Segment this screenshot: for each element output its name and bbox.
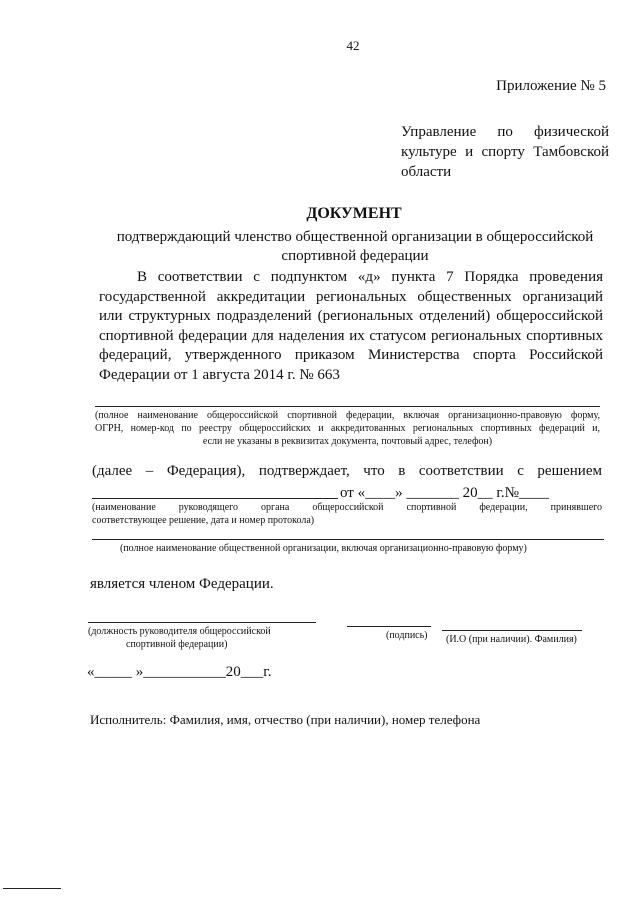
body-paragraph bbox=[99, 268, 603, 385]
body-line: В соответствии с подпунктом «д» пункта 7 Порядка проведения bbox=[137, 269, 603, 285]
position-caption bbox=[88, 625, 271, 651]
federation-name-caption bbox=[95, 409, 600, 448]
addressee-line: Управление по физической bbox=[401, 124, 609, 140]
signature-caption: (подпись) bbox=[386, 630, 428, 641]
body-line: государственной аккредитации региональных общественных организаций bbox=[99, 288, 603, 305]
caption-line: спортивной федерации) bbox=[126, 639, 228, 650]
signing-date-line: «_____ »___________20___г. bbox=[87, 664, 272, 680]
body-line: федераций, утвержденного приказом Министерства спорта Российской bbox=[99, 347, 603, 363]
organization-name-caption: (полное наименование общественной организации, включая организационно-правовую форму) bbox=[120, 543, 527, 554]
page-number: 42 bbox=[346, 38, 360, 53]
body-line: спортивной федерации для наделения их статусом региональных спортивных bbox=[99, 327, 603, 344]
fill-line-full-name bbox=[442, 630, 582, 631]
appendix-label: Приложение № 5 bbox=[496, 78, 606, 94]
membership-statement: является членом Федерации. bbox=[90, 576, 274, 592]
caption-line: (наименование руководящего органа общероссийской спортивной федерации, принявшего bbox=[92, 502, 602, 513]
document-title: ДОКУМЕНТ bbox=[306, 205, 402, 222]
executor-line: Исполнитель: Фамилия, имя, отчество (при наличии), номер телефона bbox=[90, 712, 481, 727]
caption-line: соответствующее решение, дата и номер протокола) bbox=[92, 515, 315, 526]
body-line: или структурных подразделений (региональных отделений) общероссийской bbox=[99, 308, 603, 324]
governing-body-caption bbox=[92, 501, 602, 527]
addressee-block bbox=[401, 122, 609, 182]
fill-line-signature bbox=[347, 626, 431, 627]
fill-line-governing-body bbox=[92, 498, 338, 499]
fill-line-position bbox=[88, 622, 316, 623]
decision-date-line: от «____» _______ 20__ г.№____ bbox=[340, 485, 549, 501]
caption-line: если не указаны в реквизитах документа, почтовый адрес, телефон) bbox=[202, 436, 493, 447]
federation-confirmation-line: (далее – Федерация), подтверждает, что в соответствии с решением bbox=[92, 463, 602, 479]
caption-line: (полное наименование общероссийской спортивной федерации, включая организационно-правовую форму, bbox=[95, 410, 600, 421]
addressee-line: культуре и спорту Тамбовской bbox=[401, 144, 609, 160]
addressee-line: области bbox=[401, 164, 452, 180]
full-name-caption: (И.О (при наличии). Фамилия) bbox=[446, 634, 577, 645]
caption-line: (должность руководителя общероссийской bbox=[88, 626, 271, 637]
document-subtitle: подтверждающий членство общественной организации в общероссийской спортивной федерации bbox=[116, 229, 594, 264]
caption-line: ОГРН, номер-код по реестру общероссийских и аккредитованных региональных спортивных федераций и, bbox=[95, 423, 600, 434]
fill-line-federation-name bbox=[95, 406, 600, 407]
footer-rule bbox=[3, 888, 61, 889]
fill-line-organization-name bbox=[92, 539, 604, 540]
body-line: Федерации от 1 августа 2014 г. № 663 bbox=[99, 366, 340, 383]
